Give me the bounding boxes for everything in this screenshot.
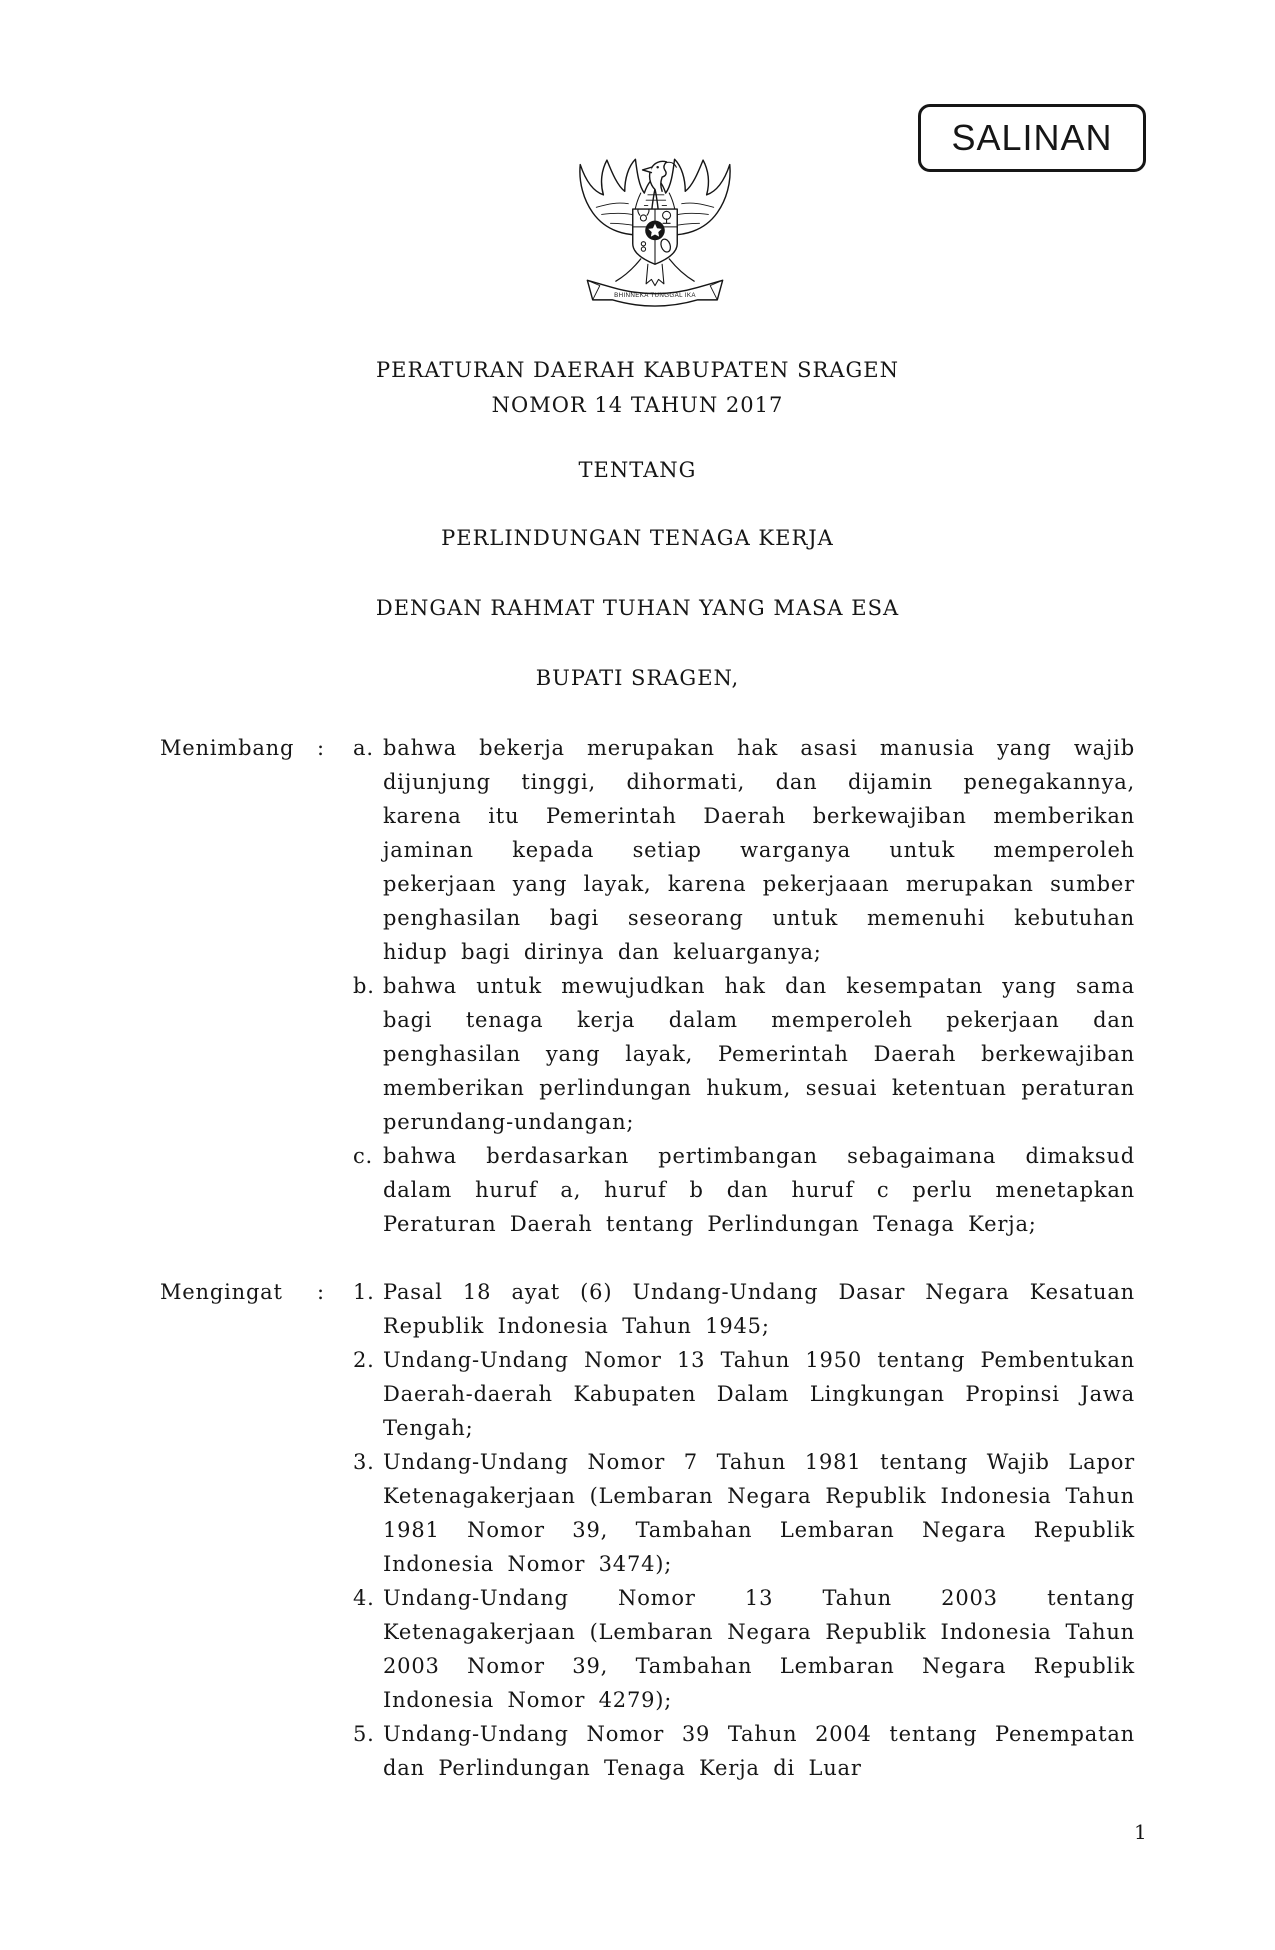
list-item [353, 731, 1135, 969]
tentang-heading: TENTANG [578, 458, 697, 482]
item-marker: b. [353, 974, 375, 998]
garuda-pancasila-emblem [566, 146, 744, 322]
mengingat-colon: : [317, 1280, 325, 1304]
salinan-stamp-label: SALINAN [951, 117, 1113, 158]
pancasila-shield [633, 209, 678, 264]
mengingat-label: Mengingat [160, 1280, 283, 1304]
motto-ribbon [587, 280, 722, 306]
regulation-title-line2: NOMOR 14 TAHUN 2017 [491, 393, 784, 417]
item-marker: 3. [353, 1450, 375, 1474]
list-item [353, 1717, 1135, 1785]
list-item [353, 1275, 1135, 1343]
item-marker: 2. [353, 1348, 375, 1372]
item-text: Pasal 18 ayat (6) Undang-Undang Dasar Negara Kesatuan Republik Indonesia Tahun 1945; [383, 1280, 1135, 1338]
regulation-subject-heading: PERLINDUNGAN TENAGA KERJA [441, 526, 834, 550]
item-marker: 1. [353, 1280, 375, 1304]
menimbang-colon: : [317, 736, 325, 760]
authority-heading: BUPATI SRAGEN, [535, 666, 740, 690]
item-text: Undang-Undang Nomor 13 Tahun 2003 tentang Ketenagakerjaan (Lembaran Negara Republik Indonesia Tahun 2003 Nomor 39, Tambahan Lembaran Negara Republik Indonesia Nomor 4279); [383, 1586, 1135, 1712]
list-item [353, 1581, 1135, 1717]
salinan-stamp [918, 104, 1146, 172]
item-text: Undang-Undang Nomor 7 Tahun 1981 tentang Wajib Lapor Ketenagakerjaan (Lembaran Negara Republik Indonesia Tahun 1981 Nomor 39, Tambahan Lembaran Negara Republik Indonesia Nomor 3474); [383, 1450, 1135, 1576]
document-body [160, 731, 1135, 1785]
list-item [353, 1139, 1135, 1241]
item-marker: a. [353, 736, 374, 760]
item-text: bahwa berdasarkan pertimbangan sebagaimana dimaksud dalam huruf a, huruf b dan huruf c perlu menetapkan Peraturan Daerah tentang Perlindungan Tenaga Kerja; [383, 1144, 1135, 1236]
item-text: bahwa untuk mewujudkan hak dan kesempatan yang sama bagi tenaga kerja dalam memperoleh pekerjaan dan penghasilan yang layak, Pemerintah Daerah berkewajiban memberikan perlindungan hukum, sesuai ketentuan peraturan perundang-undangan; [383, 974, 1135, 1134]
menimbang-items [353, 731, 1135, 1241]
menimbang-clause [160, 731, 1135, 1241]
menimbang-label: Menimbang [160, 736, 295, 760]
invocation-heading: DENGAN RAHMAT TUHAN YANG MASA ESA [375, 596, 900, 620]
item-text: Undang-Undang Nomor 13 Tahun 1950 tentang Pembentukan Daerah-daerah Kabupaten Dalam Lingkungan Propinsi Jawa Tengah; [383, 1348, 1135, 1440]
item-marker: c. [353, 1144, 374, 1168]
item-text: bahwa bekerja merupakan hak asasi manusia yang wajib dijunjung tinggi, dihormati, dan dijamin penegakannya, karena itu Pemerintah Daerah berkewajiban memberikan jaminan kepada setiap warganya untuk memperoleh pekerjaan yang layak, karena pekerjaaan merupakan sumber penghasilan bagi seseorang untuk memenuhi kebutuhan hidup bagi dirinya dan keluarganya; [383, 736, 1135, 964]
list-item [353, 969, 1135, 1139]
regulation-title-line1: PERATURAN DAERAH KABUPATEN SRAGEN [376, 358, 899, 382]
emblem-motto-text: BHINNEKA TUNGGAL IKA [614, 292, 696, 300]
item-marker: 4. [353, 1586, 375, 1610]
item-marker: 5. [353, 1722, 375, 1746]
mengingat-items [353, 1275, 1135, 1785]
page-number: 1 [1134, 1820, 1147, 1844]
item-text: Undang-Undang Nomor 39 Tahun 2004 tentang Penempatan dan Perlindungan Tenaga Kerja di Luar [383, 1722, 1135, 1780]
list-item [353, 1343, 1135, 1445]
mengingat-clause [160, 1275, 1135, 1785]
garuda-emblem-svg [566, 146, 744, 322]
list-item [353, 1445, 1135, 1581]
